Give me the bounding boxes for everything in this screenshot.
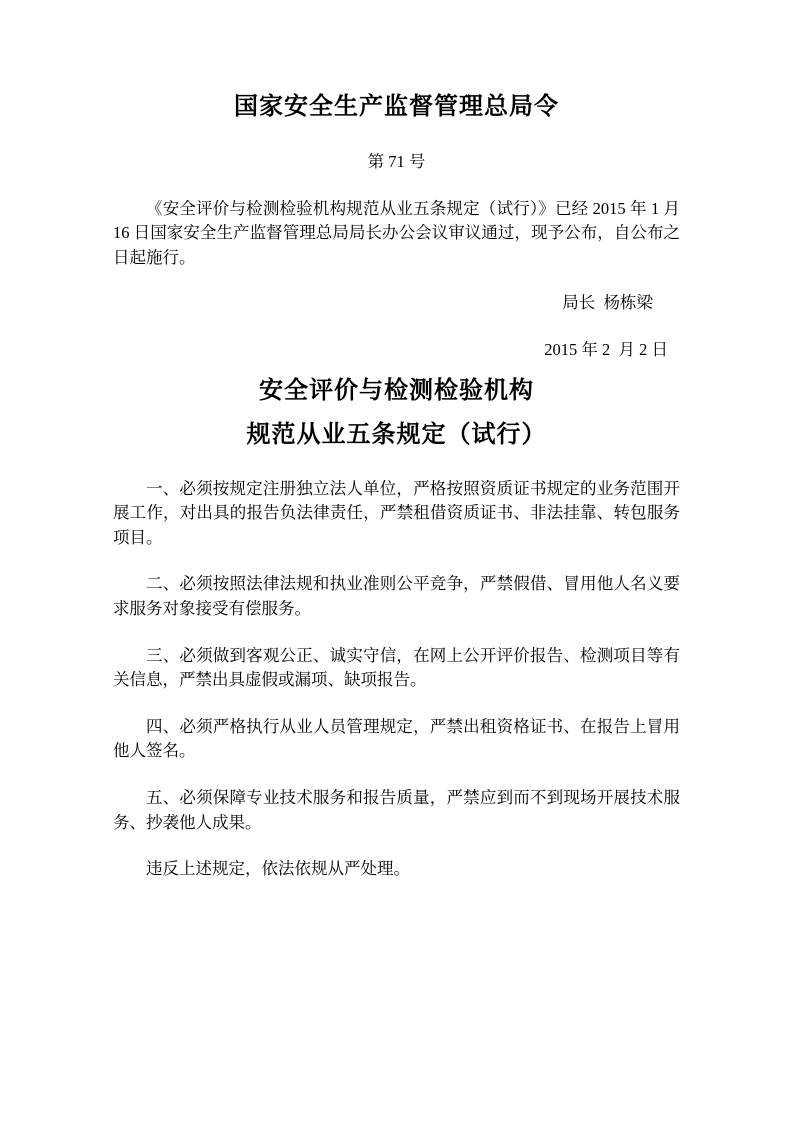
- regulation-item-5: 五、必须保障专业技术服务和报告质量，严禁应到而不到现场开展技术服务、抄袭他人成果。: [113, 787, 680, 832]
- regulation-item-3: 三、必须做到客观公正、诚实守信，在网上公开评价报告、检测项目等有关信息，严禁出具虚假或漏项、缺项报告。: [113, 645, 680, 690]
- date-line: 2015 年 2 月 2 日: [544, 339, 668, 359]
- signature-line: 局长 杨栋梁: [562, 293, 653, 313]
- regulation-item-1: 一、必须按规定注册独立法人单位，严格按照资质证书规定的业务范围开展工作，对出具的报告负法律责任，严禁租借资质证书、非法挂靠、转包服务项目。: [113, 478, 680, 547]
- intro-paragraph: 《安全评价与检测检验机构规范从业五条规定（试行）》已经 2015 年 1 月 16 日国家安全生产监督管理总局局长办公会议审议通过，现予公布，自公布之日起施行。: [113, 198, 680, 267]
- document-title: 国家安全生产监督管理总局令: [234, 94, 559, 120]
- regulation-title-line1: 安全评价与检测检验机构: [259, 377, 534, 404]
- regulation-title-line2: 规范从业五条规定（试行）: [246, 421, 547, 448]
- regulation-item-2: 二、必须按照法律法规和执业准则公平竞争，严禁假借、冒用他人名义要求服务对象接受有偿服务。: [113, 574, 680, 618]
- regulation-item-4: 四、必须严格执行从业人员管理规定，严禁出租资格证书、在报告上冒用他人签名。: [113, 716, 680, 761]
- order-number: 第 71 号: [367, 152, 426, 171]
- closing-line: 违反上述规定，依法依规从严处理。: [146, 859, 410, 879]
